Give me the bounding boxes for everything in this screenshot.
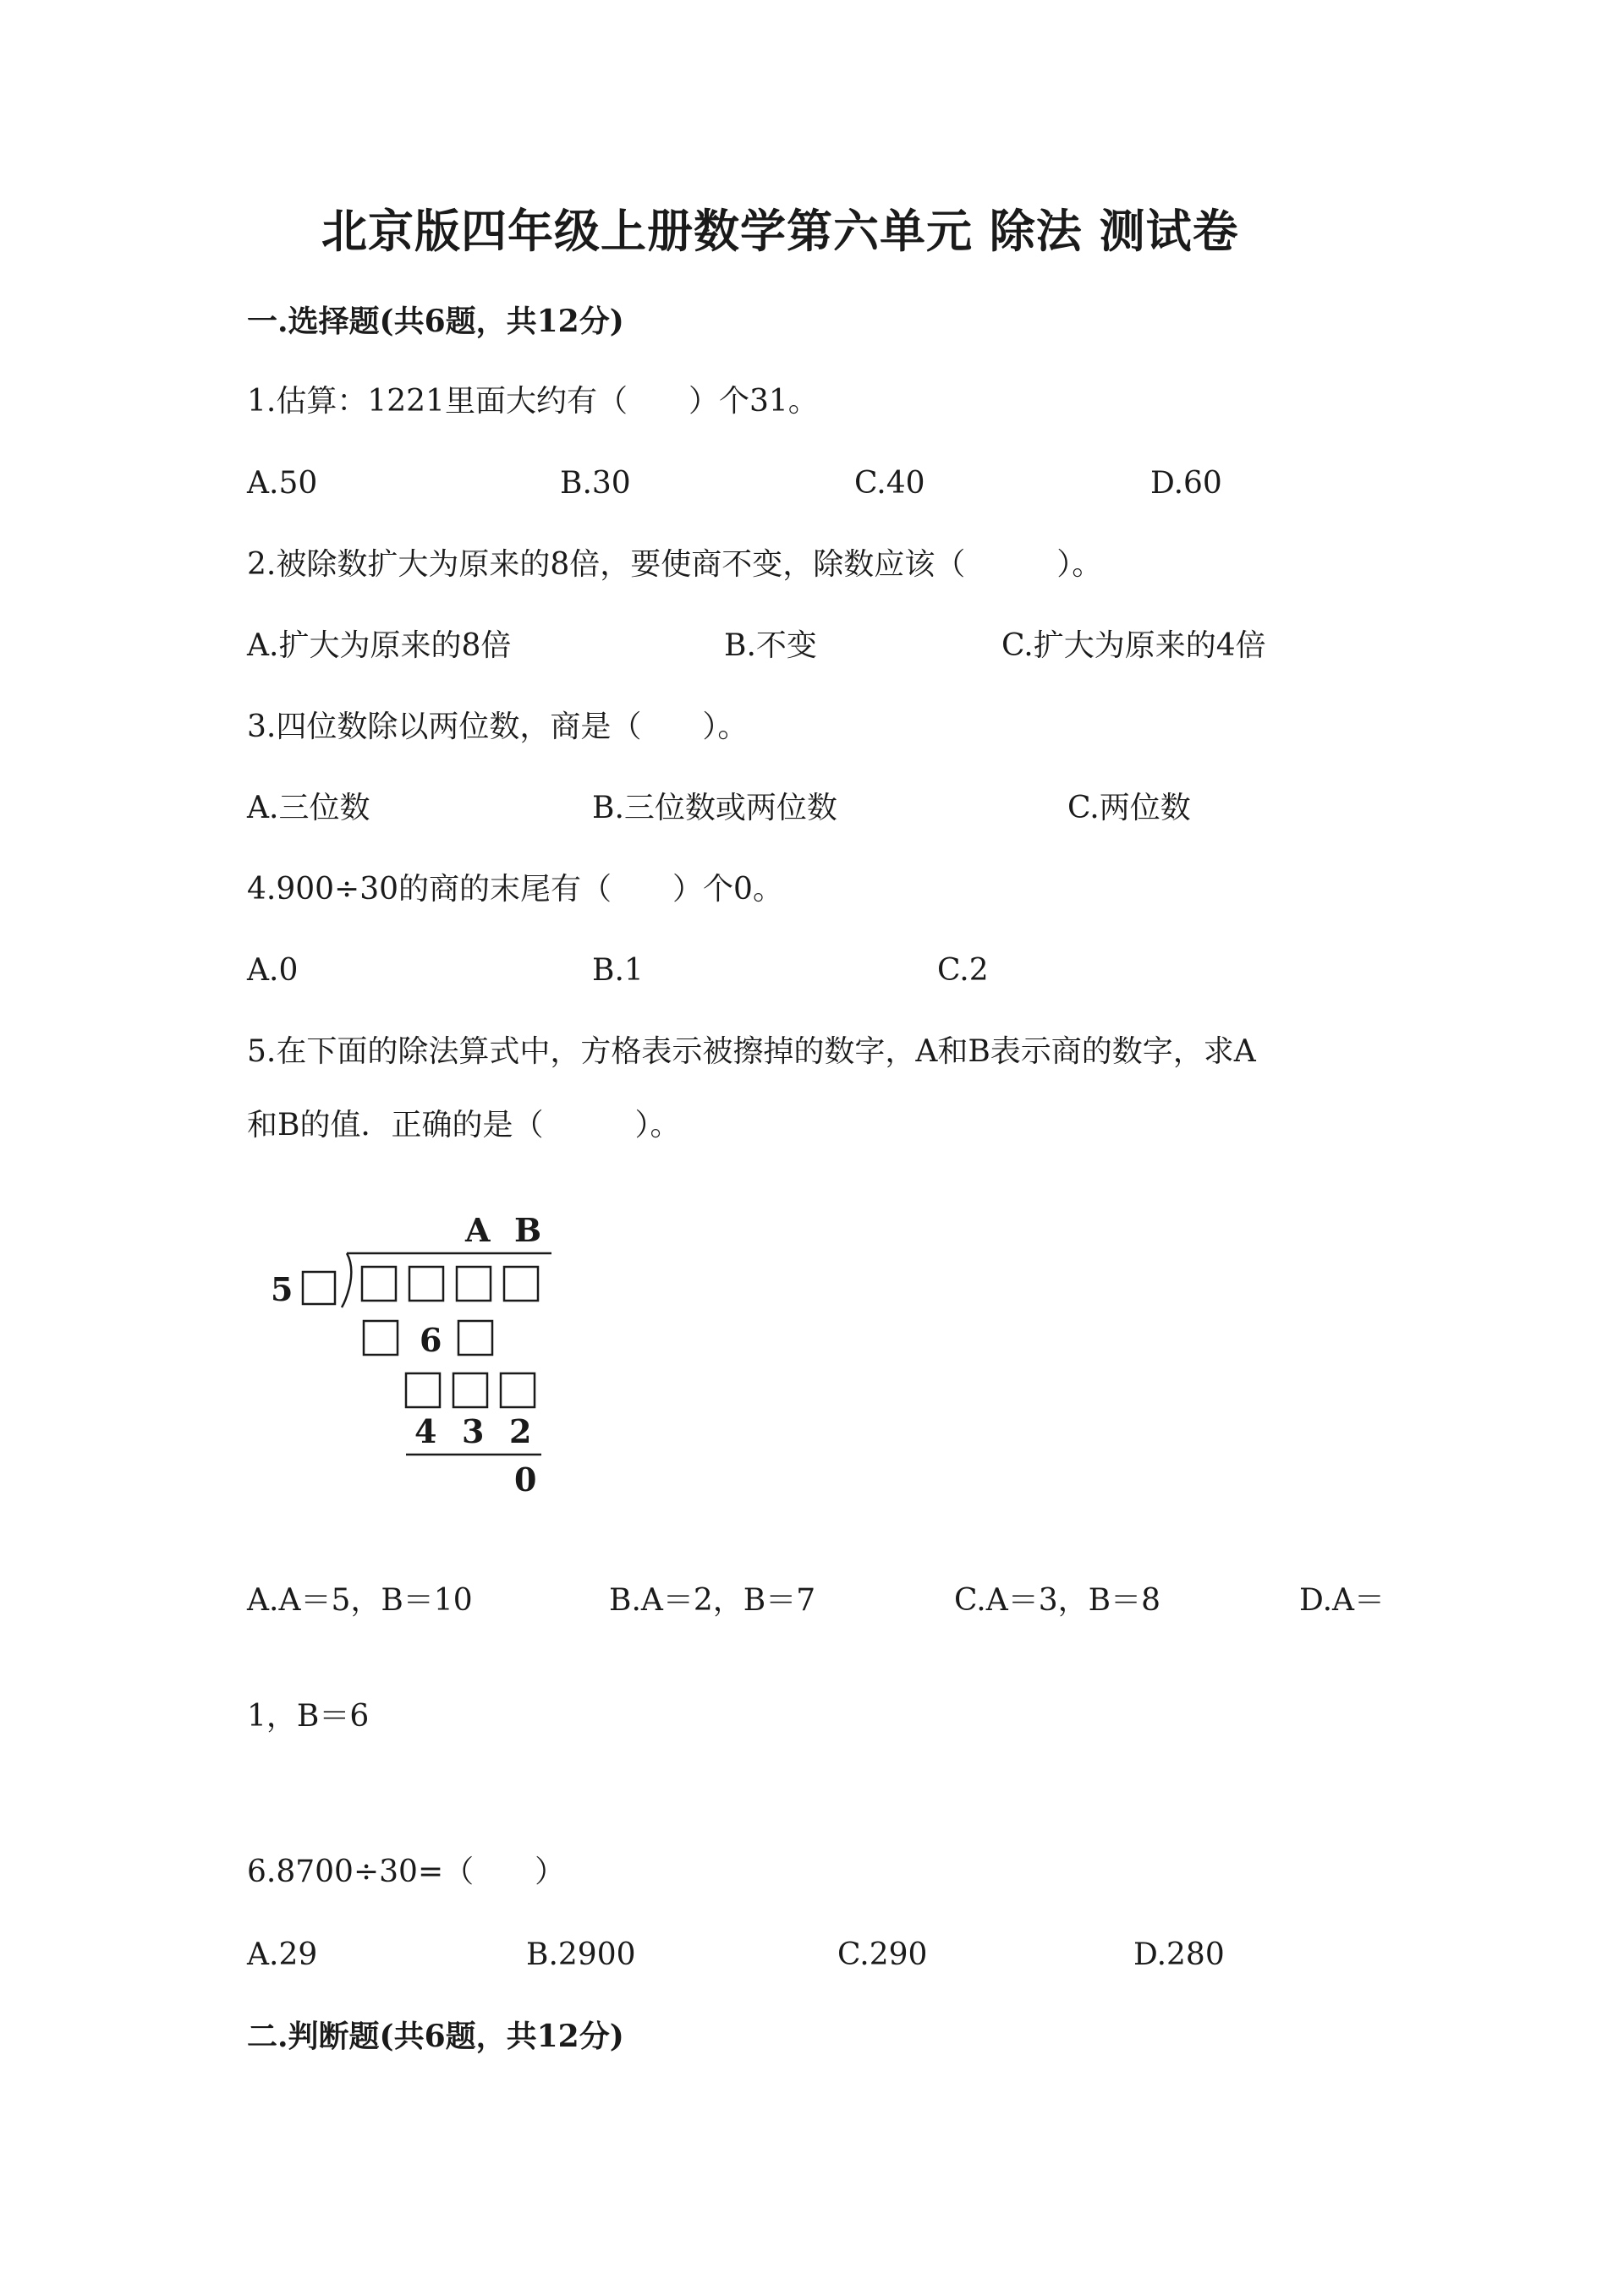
question-1-option-b[interactable]: B.30 — [560, 466, 631, 501]
dividend-blank-box — [504, 1267, 538, 1301]
question-3-option-c[interactable]: C.两位数 — [1067, 791, 1191, 825]
question-3-stem: 3.四位数除以两位数，商是（ ）。 — [247, 710, 749, 744]
question-6-option-a[interactable]: A.29 — [247, 1937, 318, 1972]
divisor-blank-box — [303, 1272, 335, 1304]
quotient-digit-a: A — [465, 1211, 491, 1249]
question-2-stem: 2.被除数扩大为原来的8倍，要使商不变，除数应该（ ）。 — [247, 547, 1103, 582]
question-6-option-c[interactable]: C.290 — [837, 1937, 928, 1972]
question-3-option-b[interactable]: B.三位数或两位数 — [592, 791, 837, 825]
section-heading-choice: 一.选择题(共6题，共12分) — [247, 304, 624, 339]
subtraction-digit: 3 — [462, 1412, 485, 1450]
question-5-option-c[interactable]: C.A＝3，B＝8 — [954, 1583, 1160, 1618]
final-remainder: 0 — [514, 1460, 537, 1497]
question-4-option-b[interactable]: B.1 — [592, 953, 644, 988]
remainder-blank-box — [453, 1373, 487, 1407]
partial-blank-box — [364, 1321, 398, 1355]
page-title: 北京版四年级上册数学第六单元 除法 测试卷 — [321, 204, 1239, 258]
question-5-option-d-continued: 1，B＝6 — [247, 1699, 370, 1734]
question-6-option-d[interactable]: D.280 — [1133, 1937, 1225, 1972]
long-division-diagram — [254, 1209, 575, 1497]
divisor-digit: 5 — [271, 1270, 294, 1308]
dividend-blank-box — [409, 1267, 443, 1301]
partial-digit: 6 — [420, 1321, 442, 1359]
question-4-option-a[interactable]: A.0 — [247, 953, 299, 988]
partial-blank-box — [458, 1321, 492, 1355]
question-2-option-c[interactable]: C.扩大为原来的4倍 — [1001, 628, 1266, 663]
question-6-stem: 6.8700÷30=（ ） — [247, 1855, 566, 1889]
quotient-digit-b: B — [514, 1211, 542, 1249]
question-1-option-d[interactable]: D.60 — [1150, 466, 1222, 501]
question-3-option-a[interactable]: A.三位数 — [247, 791, 370, 825]
question-4-stem: 4.900÷30的商的末尾有（ ）个0。 — [247, 872, 783, 907]
question-5-stem-line-1: 5.在下面的除法算式中，方格表示被擦掉的数字，A和B表示商的数字，求A — [247, 1034, 1256, 1069]
question-1-option-a[interactable]: A.50 — [247, 466, 318, 501]
question-5-option-b[interactable]: B.A＝2，B＝7 — [609, 1583, 816, 1618]
remainder-blank-box — [501, 1373, 535, 1407]
question-5-stem-line-2: 和B的值．正确的是（ ）。 — [247, 1108, 681, 1143]
dividend-blank-box — [362, 1267, 396, 1301]
subtraction-digit: 2 — [509, 1412, 532, 1450]
section-heading-judgement: 二.判断题(共6题，共12分) — [247, 2019, 624, 2054]
question-6-option-b[interactable]: B.2900 — [526, 1937, 636, 1972]
question-4-option-c[interactable]: C.2 — [937, 953, 989, 988]
question-2-option-b[interactable]: B.不变 — [724, 628, 817, 663]
question-2-option-a[interactable]: A.扩大为原来的8倍 — [247, 628, 512, 663]
question-5-option-d[interactable]: D.A＝ — [1299, 1583, 1385, 1618]
subtraction-digit: 4 — [414, 1412, 437, 1450]
dividend-blank-box — [457, 1267, 491, 1301]
question-1-stem: 1.估算：1221里面大约有（ ）个31。 — [247, 384, 819, 419]
question-1-option-c[interactable]: C.40 — [854, 466, 925, 501]
remainder-blank-box — [406, 1373, 440, 1407]
question-5-option-a[interactable]: A.A＝5，B＝10 — [247, 1583, 473, 1618]
